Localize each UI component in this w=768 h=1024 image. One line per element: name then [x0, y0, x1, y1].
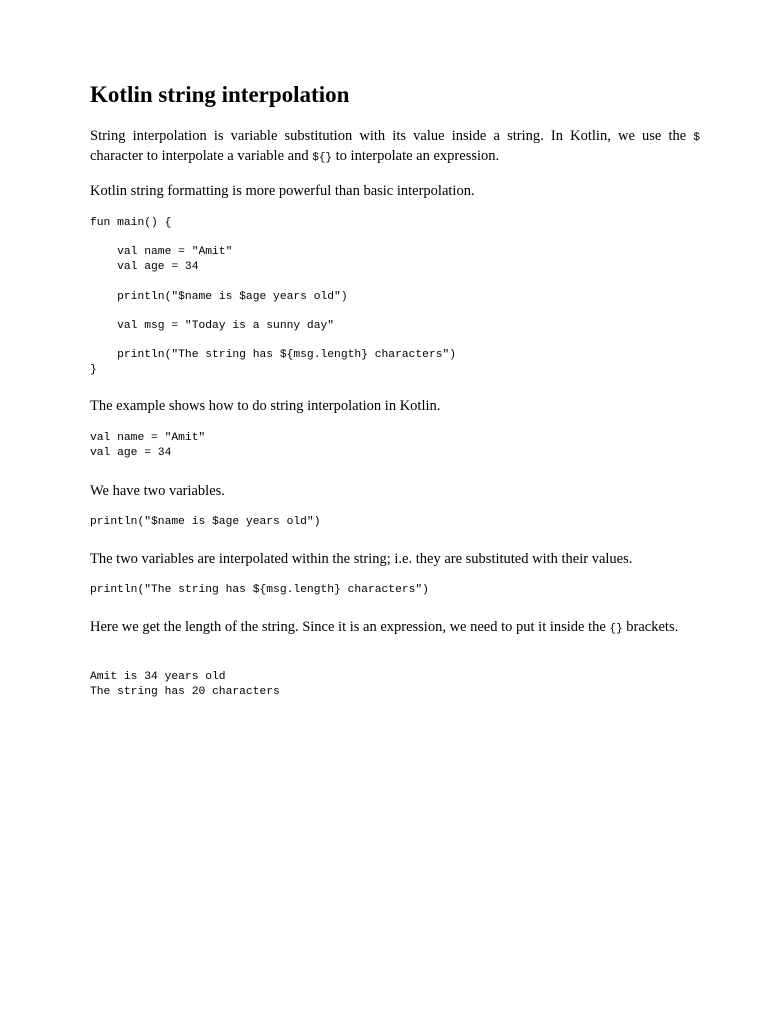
page-title: Kotlin string interpolation	[90, 82, 350, 107]
code-block-output: Amit is 34 years old The string has 20 characters	[90, 671, 280, 698]
example-description: The example shows how to do string interpolation in Kotlin.	[90, 398, 441, 414]
code-block-println-name: println("$name is $age years old")	[90, 516, 321, 528]
formatting-note: Kotlin string formatting is more powerful than basic interpolation.	[90, 183, 475, 199]
dollar-code: $	[693, 132, 700, 144]
code-block-println-length: println("The string has ${msg.length} characters")	[90, 584, 429, 596]
expression-code: ${}	[312, 152, 333, 164]
length-note-text-2: brackets.	[622, 619, 679, 635]
intro-text-2: character to interpolate a variable and	[90, 148, 313, 164]
intro-paragraph	[90, 127, 700, 167]
intro-text-1: String interpolation is variable substitution with its value inside a string. In Kotlin, we use the	[90, 128, 694, 144]
code-block-main: fun main() { val name = "Amit" val age = 34 println("$name is $age years old") val msg = "Today is a sunny day" println("The string has ${msg.length} characters") }	[90, 217, 457, 377]
intro-text-3: to interpolate an expression.	[332, 148, 500, 164]
two-variables-text: We have two variables.	[90, 483, 225, 499]
length-note	[90, 618, 700, 638]
length-note-text-1: Here we get the length of the string. Since it is an expression, we need to put it inside the	[90, 619, 610, 635]
interpolated-text: The two variables are interpolated within the string; i.e. they are substituted with their values.	[90, 551, 633, 567]
braces-code: {}	[609, 623, 623, 635]
code-block-variables: val name = "Amit" val age = 34	[90, 432, 206, 459]
